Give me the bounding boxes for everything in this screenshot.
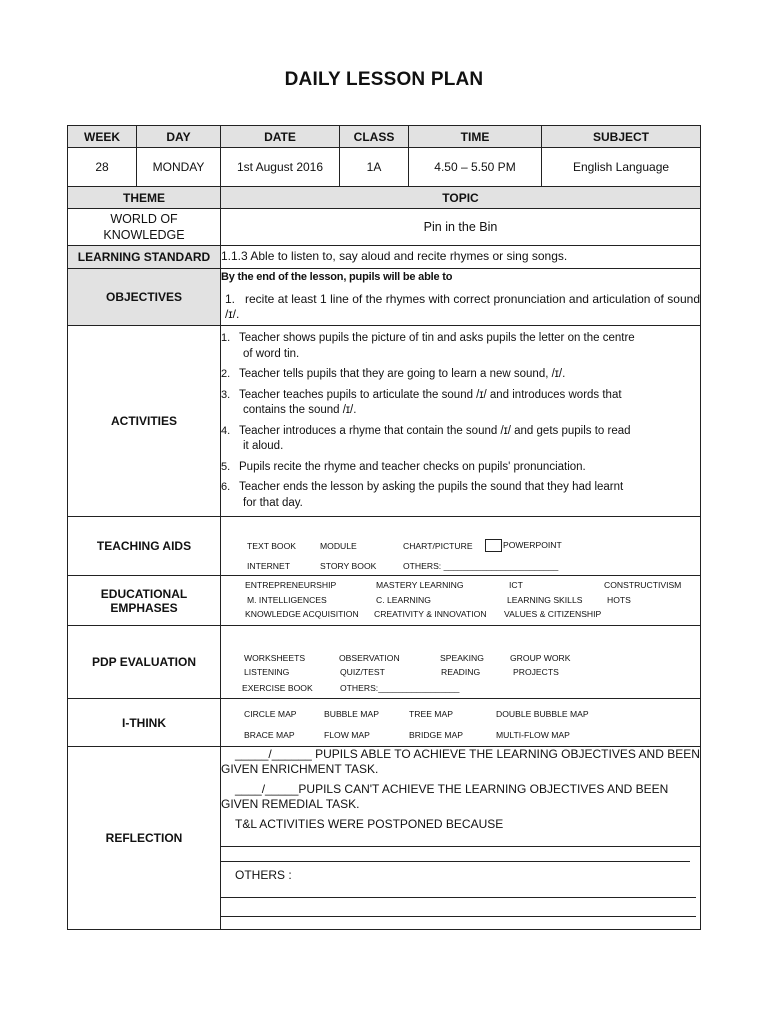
i-think-label: I-THINK bbox=[68, 699, 221, 747]
ithink-brace-map: BRACE MAP bbox=[244, 730, 295, 740]
emphasis-mastery: MASTERY LEARNING bbox=[376, 580, 464, 590]
reflection-write-line[interactable] bbox=[221, 902, 696, 917]
aid-powerpoint: POWERPOINT bbox=[503, 539, 562, 550]
week-value: 28 bbox=[68, 148, 137, 187]
aid-module: MODULE bbox=[320, 541, 357, 551]
day-header: DAY bbox=[137, 126, 221, 148]
aid-internet: INTERNET bbox=[247, 561, 290, 571]
ithink-multi-flow-map: MULTI-FLOW MAP bbox=[496, 730, 570, 740]
activity-text: Teacher introduces a rhyme that contain the sound /ɪ/ and gets pupils to read bbox=[239, 424, 631, 437]
reflection-not-achieved: ____/_____PUPILS CAN'T ACHIEVE THE LEARNING OBJECTIVES AND BEEN GIVEN REMEDIAL TASK. bbox=[221, 782, 669, 811]
subject-value: English Language bbox=[542, 148, 701, 187]
teaching-aids-cell bbox=[221, 517, 701, 576]
ithink-bubble-map: BUBBLE MAP bbox=[324, 709, 379, 719]
aid-story-book: STORY BOOK bbox=[320, 561, 377, 571]
pdp-others: OTHERS:_________________ bbox=[340, 683, 460, 693]
reflection-postponed: T&L ACTIVITIES WERE POSTPONED BECAUSE bbox=[235, 817, 504, 831]
objectives-intro: By the end of the lesson, pupils will be able to bbox=[221, 271, 453, 283]
activity-text: Teacher ends the lesson by asking the pupils the sound that they had learnt bbox=[239, 481, 624, 493]
learning-standard-row bbox=[68, 246, 701, 269]
emphasis-hots: HOTS bbox=[607, 595, 631, 605]
activities-list bbox=[221, 331, 700, 511]
activity-item bbox=[221, 331, 700, 362]
emphasis-learning-skills: LEARNING SKILLS bbox=[507, 595, 583, 605]
activity-item bbox=[221, 388, 700, 419]
emphasis-entrepreneurship: ENTREPRENEURSHIP bbox=[245, 580, 337, 590]
pdp-speaking: SPEAKING bbox=[440, 653, 484, 663]
educational-emphases-row bbox=[68, 576, 701, 626]
activity-text: Teacher shows pupils the picture of tin and asks pupils the letter on the centre bbox=[239, 332, 635, 344]
activity-number: 2. bbox=[221, 368, 231, 380]
pdp-evaluation-label: PDP EVALUATION bbox=[68, 626, 221, 699]
teaching-aids-row bbox=[68, 517, 701, 576]
activities-label: ACTIVITIES bbox=[68, 326, 221, 517]
emphasis-creativity: CREATIVITY & INNOVATION bbox=[374, 609, 487, 619]
reflection-cell bbox=[221, 747, 701, 930]
lesson-plan-table bbox=[67, 125, 701, 930]
ithink-circle-map: CIRCLE MAP bbox=[244, 709, 297, 719]
reflection-write-line[interactable] bbox=[221, 832, 700, 847]
pdp-reading: READING bbox=[441, 667, 481, 677]
reflection-row bbox=[68, 747, 701, 930]
lesson-plan-table-container bbox=[67, 125, 700, 930]
theme-topic-header-row bbox=[68, 187, 701, 209]
aid-powerpoint-item bbox=[485, 539, 562, 552]
activity-item bbox=[221, 480, 700, 511]
ithink-double-bubble-map: DOUBLE BUBBLE MAP bbox=[496, 709, 589, 719]
learning-standard-label: LEARNING STANDARD bbox=[68, 246, 221, 269]
pdp-exercise-book: EXERCISE BOOK bbox=[242, 683, 313, 693]
theme-header: THEME bbox=[68, 187, 221, 209]
emphasis-values: VALUES & CITIZENSHIP bbox=[504, 609, 602, 619]
activity-text-continued: of word tin. bbox=[243, 347, 300, 360]
date-header: DATE bbox=[221, 126, 340, 148]
aid-text-book: TEXT BOOK bbox=[247, 541, 297, 551]
activity-number: 4. bbox=[221, 424, 231, 437]
activity-item bbox=[221, 367, 700, 383]
reflection-write-line[interactable] bbox=[221, 883, 696, 898]
pdp-projects: PROJECTS bbox=[513, 667, 559, 677]
activities-row bbox=[68, 326, 701, 517]
emphasis-knowledge: KNOWLEDGE ACQUISITION bbox=[245, 609, 359, 619]
objectives-row bbox=[68, 269, 701, 326]
topic-value: Pin in the Bin bbox=[221, 209, 701, 246]
subject-header: SUBJECT bbox=[542, 126, 701, 148]
pdp-quiz: QUIZ/TEST bbox=[340, 667, 385, 677]
page-title: DAILY LESSON PLAN bbox=[284, 69, 484, 90]
i-think-row bbox=[68, 699, 701, 747]
theme-topic-row bbox=[68, 209, 701, 246]
activity-number: 6. bbox=[221, 481, 231, 493]
emphasis-multiple-intelligences: M. INTELLIGENCES bbox=[247, 595, 327, 605]
activity-text-continued: it aloud. bbox=[243, 440, 284, 452]
values-row bbox=[68, 148, 701, 187]
class-value: 1A bbox=[340, 148, 409, 187]
date-value: 1st August 2016 bbox=[221, 148, 340, 187]
emphasis-ict: ICT bbox=[509, 580, 523, 590]
time-value: 4.50 – 5.50 PM bbox=[409, 148, 542, 187]
header-row bbox=[68, 126, 701, 148]
objectives-label: OBJECTIVES bbox=[68, 269, 221, 326]
checkbox-box bbox=[485, 539, 502, 552]
day-value: MONDAY bbox=[137, 148, 221, 187]
activity-text-continued: contains the sound /ɪ/. bbox=[243, 404, 357, 416]
reflection-label: REFLECTION bbox=[68, 747, 221, 930]
reflection-write-line[interactable] bbox=[221, 847, 690, 862]
pdp-observation: OBSERVATION bbox=[339, 653, 400, 663]
activity-text: Teacher tells pupils that they are going to learn a new sound, /ɪ/. bbox=[239, 368, 566, 380]
reflection-others: OTHERS : bbox=[235, 868, 292, 882]
activity-number: 3. bbox=[221, 388, 231, 401]
teaching-aids-label: TEACHING AIDS bbox=[68, 517, 221, 576]
pdp-evaluation-row bbox=[68, 626, 701, 699]
activity-text-continued: for that day. bbox=[243, 496, 303, 509]
i-think-cell bbox=[221, 699, 701, 747]
objectives-cell bbox=[221, 269, 701, 326]
pdp-cell bbox=[221, 626, 701, 699]
activity-text: Teacher teaches pupils to articulate the sound /ɪ/ and introduces words that bbox=[239, 388, 622, 401]
activity-number: 1. bbox=[221, 332, 231, 344]
pdp-group-work: GROUP WORK bbox=[510, 653, 571, 663]
topic-header: TOPIC bbox=[221, 187, 701, 209]
emphases-cell bbox=[221, 576, 701, 626]
activities-cell bbox=[221, 326, 701, 517]
week-header: WEEK bbox=[68, 126, 137, 148]
educational-emphases-label: EDUCATIONAL EMPHASES bbox=[68, 576, 221, 626]
time-header: TIME bbox=[409, 126, 542, 148]
objective-number: 1. bbox=[225, 292, 236, 306]
pdp-worksheets: WORKSHEETS bbox=[244, 653, 306, 663]
aid-others: OTHERS: ________________________ bbox=[403, 561, 559, 571]
activity-item bbox=[221, 460, 700, 476]
activity-item bbox=[221, 424, 700, 455]
class-header: CLASS bbox=[340, 126, 409, 148]
objective-text: recite at least 1 line of the rhymes with correct pronunciation and articulation of sound /ɪ/. bbox=[225, 292, 700, 321]
aid-chart-picture: CHART/PICTURE bbox=[403, 541, 473, 551]
objective-item bbox=[221, 292, 700, 322]
reflection-achieved: _____/______ PUPILS ABLE TO ACHIEVE THE LEARNING OBJECTIVES AND BEEN GIVEN ENRICHMENT TASK. bbox=[221, 747, 700, 776]
ithink-tree-map: TREE MAP bbox=[409, 709, 453, 719]
activity-text: Pupils recite the rhyme and teacher checks on pupils' pronunciation. bbox=[239, 460, 586, 473]
ithink-bridge-map: BRIDGE MAP bbox=[409, 730, 463, 740]
pdp-listening: LISTENING bbox=[244, 667, 290, 677]
theme-value: WORLD OF KNOWLEDGE bbox=[68, 209, 221, 246]
activity-number: 5. bbox=[221, 460, 231, 473]
emphasis-c-learning: C. LEARNING bbox=[376, 595, 431, 605]
ithink-flow-map: FLOW MAP bbox=[324, 730, 370, 740]
emphasis-constructivism: CONSTRUCTIVISM bbox=[604, 580, 682, 590]
learning-standard-text: 1.1.3 Able to listen to, say aloud and recite rhymes or sing songs. bbox=[221, 246, 701, 269]
